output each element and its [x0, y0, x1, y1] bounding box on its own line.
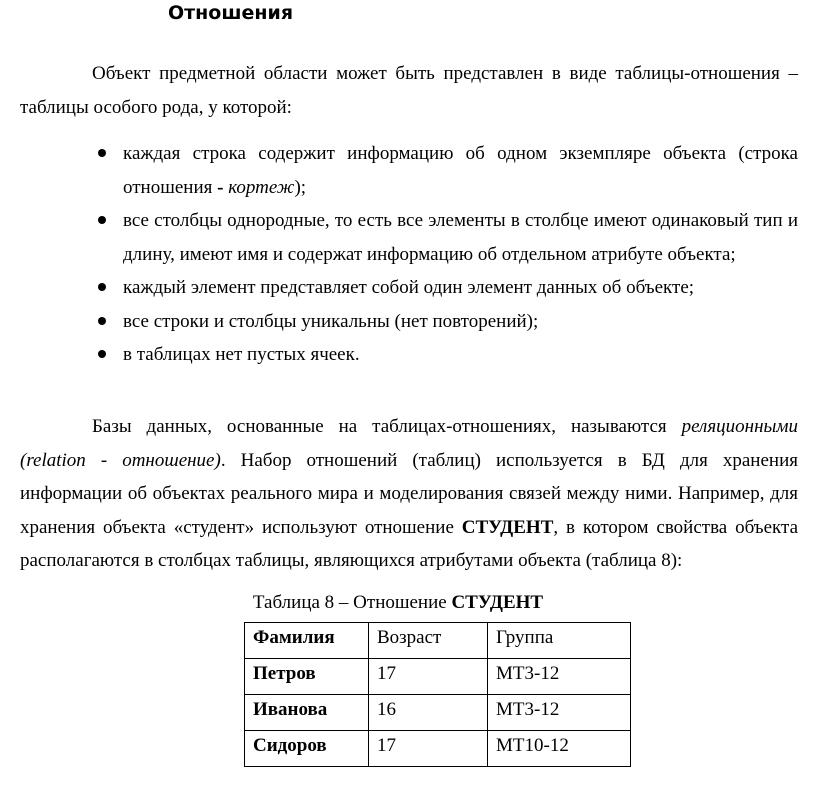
- list-item-text-end: );: [294, 176, 307, 198]
- list-item-text: все столбцы однородные, то есть все элементы в столбце имеют одинаковый тип и длину, имеют имя и содержат информацию об отдельном атрибуте объекта;: [123, 210, 798, 265]
- surname-cell: Сидоров: [245, 731, 369, 767]
- caption-prefix: Таблица 8 – Отношение: [252, 592, 452, 613]
- age-cell: 17: [369, 731, 488, 767]
- list-item: [20, 137, 798, 204]
- section-heading: Отношения: [168, 2, 294, 24]
- list-item-text: каждая строка содержит информацию об одном экземпляре объекта (строка отношения: [123, 143, 798, 198]
- group-cell: МТ3-12: [488, 659, 631, 695]
- intro-paragraph: Объект предметной области может быть представлен в виде таблицы-отношения – таблицы особого рода, у которой:: [20, 63, 798, 118]
- bullet-icon: [98, 350, 106, 358]
- table-header-cell: Группа: [488, 623, 631, 659]
- relation-name: СТУДЕНТ: [461, 516, 554, 538]
- list-item: [20, 338, 798, 372]
- bullet-icon: [98, 283, 106, 291]
- bullet-icon: [98, 317, 106, 325]
- table-row: [245, 659, 631, 695]
- surname-cell: Иванова: [245, 695, 369, 731]
- table-caption: [0, 589, 796, 617]
- table-header-cell: Фамилия: [245, 623, 369, 659]
- dash: -: [217, 176, 224, 198]
- table-row: [245, 731, 631, 767]
- caption-relation-name: СТУДЕНТ: [451, 592, 544, 613]
- group-cell: МТ3-12: [488, 695, 631, 731]
- relational-db-paragraph: [20, 410, 798, 578]
- list-item-text: каждый элемент представляет собой один элемент данных об объекте;: [123, 277, 695, 298]
- table-row: [245, 695, 631, 731]
- table-header-row: [245, 623, 631, 659]
- age-cell: 16: [369, 695, 488, 731]
- bullet-icon: [98, 149, 106, 157]
- list-item-text: в таблицах нет пустых ячеек.: [123, 344, 360, 365]
- term-relational: реляционными (relation - отношение): [20, 416, 798, 471]
- bullet-icon: [98, 216, 106, 224]
- paragraph-text: . Набор отношений (таблиц) используется в БД для хранения информации об объектах реального мира и моделирования связей между ними. Например, для хранения объекта «студент» используют отношение: [20, 449, 798, 538]
- list-item: [20, 204, 798, 271]
- surname-cell: Петров: [245, 659, 369, 695]
- term-tuple: кортеж: [228, 176, 295, 198]
- paragraph-text: Базы данных, основанные на таблицах-отношениях, называются: [92, 416, 682, 437]
- list-item-text: все строки и столбцы уникальны (нет повторений);: [123, 310, 539, 332]
- properties-list: [20, 137, 798, 372]
- list-item: [20, 305, 798, 339]
- list-item: [20, 271, 798, 305]
- student-table: [244, 622, 631, 767]
- paragraph-text: , в котором свойства объекта располагаются в столбцах таблицы, являющихся атрибутами объекта (таблица 8):: [20, 516, 798, 571]
- table-header-cell: Возраст: [369, 623, 488, 659]
- age-cell: 17: [369, 659, 488, 695]
- group-cell: МТ10-12: [488, 731, 631, 767]
